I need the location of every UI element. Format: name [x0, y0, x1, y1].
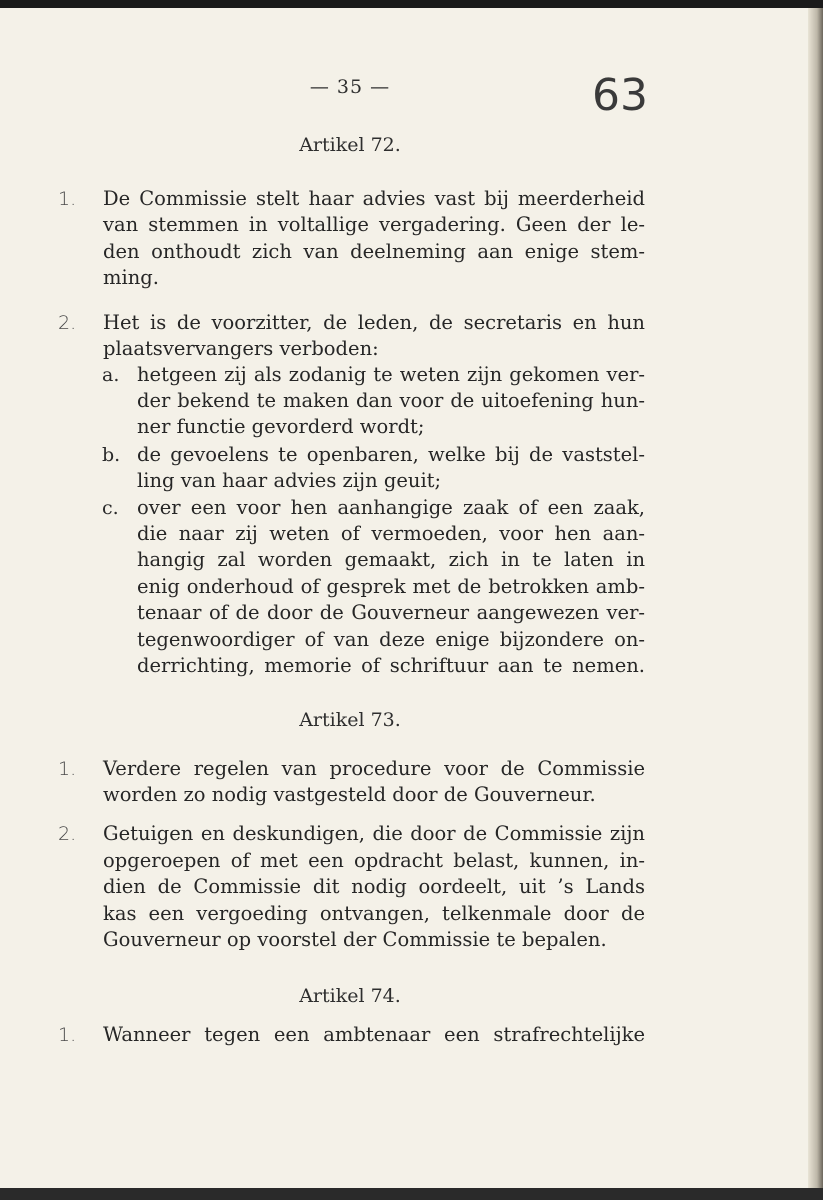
item-label: a.: [102, 364, 120, 386]
text-line: van stemmen in voltallige vergadering. Geen der le-: [103, 213, 645, 236]
text-line: dien de Commissie dit nodig oordeelt, uit ’s Lands: [103, 875, 645, 898]
text-line: ling van haar advies zijn geuit;: [137, 469, 442, 492]
paragraph-number: 1.: [58, 188, 77, 210]
text-line: kas een vergoeding ontvangen, telkenmale door de: [103, 902, 645, 925]
text-line: over een voor hen aanhangige zaak of een zaak,: [137, 496, 645, 519]
text-line: Verdere regelen van procedure voor de Commissie: [103, 757, 645, 780]
item-label: b.: [102, 444, 121, 466]
paragraph-number: 2.: [58, 823, 77, 845]
text-line: tegenwoordiger of van deze enige bijzondere on-: [137, 628, 645, 651]
page-edge: [808, 8, 823, 1188]
text-line: derrichting, memorie of schriftuur aan te nemen.: [137, 654, 645, 677]
paragraph-number: 1.: [58, 758, 77, 780]
article-72-heading: Artikel 72.: [299, 134, 401, 156]
text-line: opgeroepen of met een opdracht belast, kunnen, in-: [103, 849, 645, 872]
text-line: hetgeen zij als zodanig te weten zijn gekomen ver-: [137, 363, 645, 386]
handwritten-page-number: 63: [592, 70, 648, 121]
text-line: Getuigen en deskundigen, die door de Commissie zijn: [103, 822, 645, 845]
text-line: hangig zal worden gemaakt, zich in te laten in: [137, 548, 645, 571]
text-line: Gouverneur op voorstel der Commissie te bepalen.: [103, 928, 607, 951]
text-line: ner functie gevorderd wordt;: [137, 415, 425, 438]
paragraph-number: 2.: [58, 312, 77, 334]
item-label: c.: [102, 497, 119, 519]
text-line: De Commissie stelt haar advies vast bij meerderheid: [103, 187, 645, 210]
text-line: der bekend te maken dan voor de uitoefening hun-: [137, 389, 645, 412]
text-line: Wanneer tegen een ambtenaar een strafrechtelijke: [103, 1023, 645, 1046]
article-73-heading: Artikel 73.: [299, 709, 401, 731]
article-74-heading: Artikel 74.: [299, 985, 401, 1007]
text-line: Het is de voorzitter, de leden, de secretaris en hun: [103, 311, 645, 334]
paragraph-number: 1.: [58, 1024, 77, 1046]
text-line: tenaar of de door de Gouverneur aangewezen ver-: [137, 601, 645, 624]
text-line: ming.: [103, 266, 159, 289]
text-line: worden zo nodig vastgesteld door de Gouverneur.: [103, 783, 596, 806]
text-line: die naar zij weten of vermoeden, voor hen aan-: [137, 522, 645, 545]
text-line: plaatsvervangers verboden:: [103, 337, 379, 360]
scan-border: [0, 1188, 823, 1200]
text-line: de gevoelens te openbaren, welke bij de vaststel-: [137, 443, 645, 466]
text-line: enig onderhoud of gesprek met de betrokken amb-: [137, 575, 645, 598]
page-number: — 35 —: [309, 76, 391, 98]
text-line: den onthoudt zich van deelneming aan enige stem-: [103, 240, 645, 263]
